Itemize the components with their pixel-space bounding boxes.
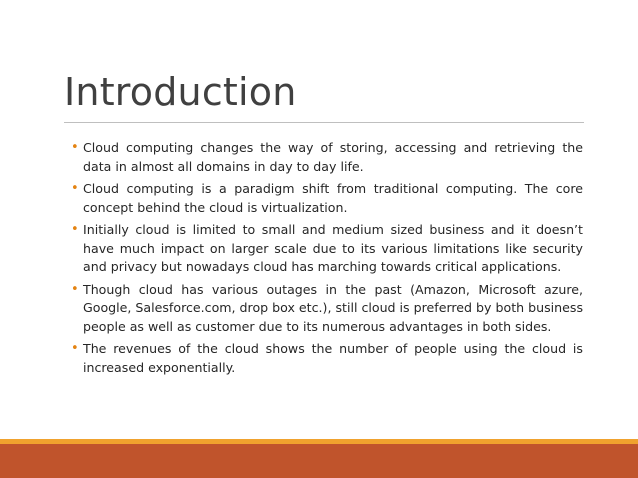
bullet-item <box>72 221 583 277</box>
slide-title: Introduction <box>64 70 297 114</box>
bullet-item <box>72 281 583 337</box>
bullet-text: Cloud computing changes the way of storing, accessing and retrieving the data in almost all domains in day to day life. <box>83 140 583 174</box>
bullet-text: The revenues of the cloud shows the number of people using the cloud is increased exponentially. <box>83 341 583 375</box>
bullet-item <box>72 180 583 217</box>
bullet-item <box>72 139 583 176</box>
bullet-icon: • <box>71 281 79 297</box>
bullet-list <box>72 139 583 381</box>
bullet-text: Though cloud has various outages in the past (Amazon, Microsoft azure, Google, Salesforce.com, drop box etc.), still cloud is preferred by both business people as well as customer due to its numerous advantages in both sides. <box>83 281 584 334</box>
title-divider <box>64 122 584 123</box>
bullet-icon: • <box>71 341 79 356</box>
bullet-icon: • <box>71 140 79 155</box>
footer-bar <box>0 444 638 478</box>
bullet-text: Cloud computing is a paradigm shift from traditional computing. The core concept behind the cloud is virtualization. <box>83 181 583 215</box>
bullet-text: Initially cloud is limited to small and medium sized business and it doesn’t have much impact on larger scale due to its various limitations like security and privacy but nowadays cloud has marching towards critical applications. <box>83 222 583 274</box>
bullet-icon: • <box>71 181 79 196</box>
bullet-item <box>72 340 583 377</box>
bullet-icon: • <box>71 222 79 237</box>
